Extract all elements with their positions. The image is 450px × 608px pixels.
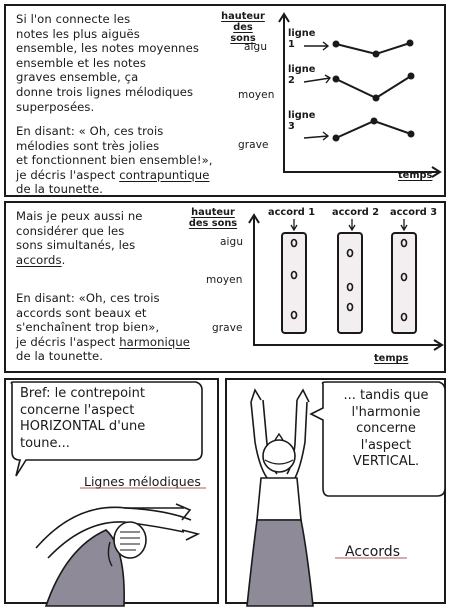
panel-harmony	[4, 201, 446, 373]
intro-text: Si l'on connecte les notes les plus aiguës ensemble, les notes moyennes ensemble et les notes graves ensemble, ça donne trois lignes mélodiques superposées.	[16, 12, 200, 114]
line-label-2: ligne 2	[288, 64, 316, 86]
line-label-1: ligne 1	[288, 28, 316, 50]
chord-label-2: accord 2	[332, 207, 380, 218]
keyword-accords: accords	[16, 252, 62, 267]
level-aigu: aigu	[220, 236, 244, 248]
chord-label-1: accord 1	[268, 207, 316, 218]
x-axis-label: temps	[398, 170, 433, 181]
speech-text: ... tandis que l'harmonie concerne l'aspect VERTICAL.	[343, 388, 429, 469]
character-bending-illustration	[6, 380, 221, 606]
line-label-3: ligne 3	[288, 110, 316, 132]
chord-label-3: accord 3	[390, 207, 438, 218]
keyword-contrapuntique: contrapuntique	[119, 167, 210, 182]
panel-horizontal	[4, 378, 219, 604]
keyword-harmonique: harmonique	[119, 334, 190, 349]
y-axis-label: hauteur des sons	[221, 11, 265, 44]
y-axis-label: hauteur des sons	[188, 207, 238, 229]
speech-text: Bref: le contrepoint concerne l'aspect HORIZONTAL d'une toune...	[20, 386, 146, 451]
panel-counterpoint	[4, 4, 446, 197]
intro-text: Mais je peux aussi ne considérer que les sons simultanés, les accords.	[16, 209, 143, 267]
level-moyen: moyen	[206, 274, 243, 286]
level-grave: grave	[238, 139, 269, 151]
melodic-lines-diagram	[6, 6, 448, 199]
caption-accords: Accords	[345, 544, 400, 560]
arrow-icon	[304, 132, 328, 140]
panel-vertical	[225, 378, 446, 604]
x-axis-label: temps	[374, 353, 409, 364]
level-grave: grave	[212, 322, 243, 334]
quote-text: En disant: «Oh, ces trois accords sont beaux et s'enchaînent trop bien», je décris l'aspect harmonique de la tounette.	[16, 291, 190, 364]
level-moyen: moyen	[238, 89, 275, 101]
character-standing-illustration	[227, 380, 448, 606]
caption-lignes-melodiques: Lignes mélodiques	[84, 474, 201, 489]
chords-diagram	[6, 203, 448, 375]
arrow-icon	[304, 75, 330, 83]
quote-text: En disant: « Oh, ces trois mélodies sont très jolies et fonctionnent bien ensemble!», je décris l'aspect contrapuntique de la tounette.	[16, 124, 213, 197]
level-aigu: aigu	[244, 41, 268, 53]
arrow-icon	[304, 42, 328, 50]
